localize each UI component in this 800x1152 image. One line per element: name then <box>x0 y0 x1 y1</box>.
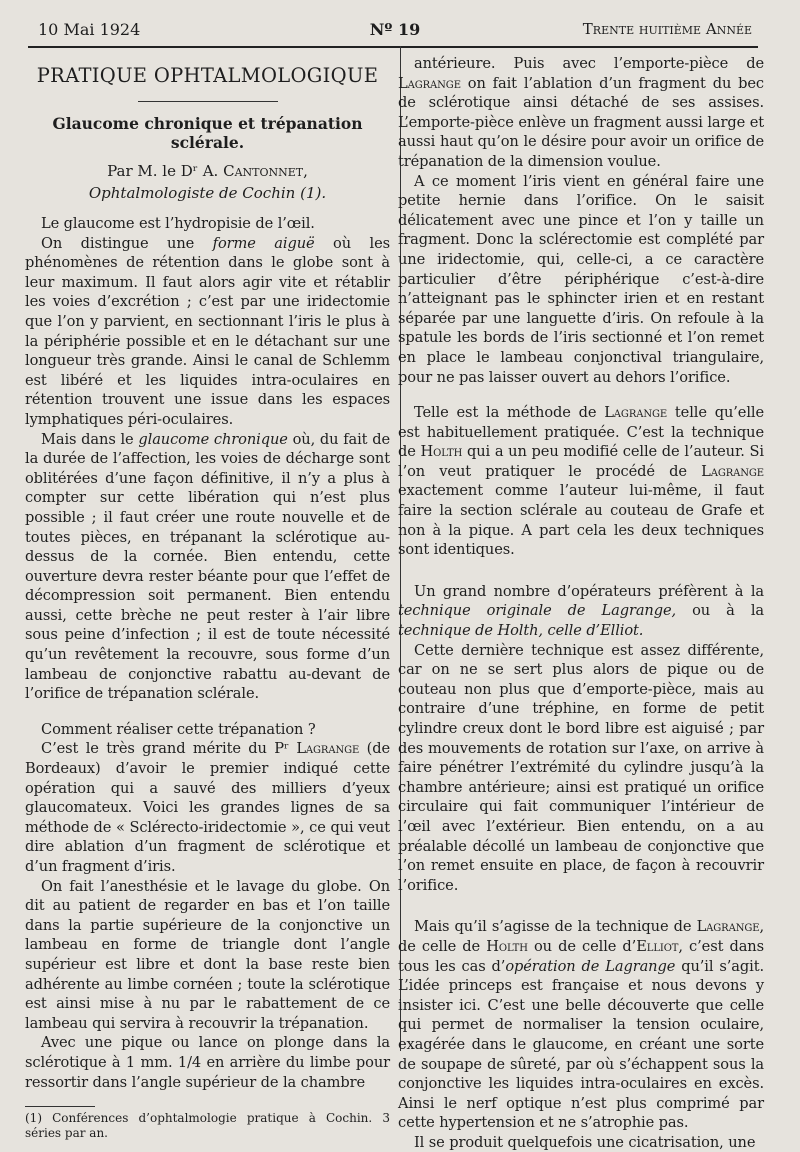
italic-term: glaucome chronique <box>138 430 288 448</box>
left-paragraph-3: Mais dans le glaucome chronique où, du fait de la durée de l’affection, les voies de décharge sont oblitérées d’une façon définitive, il n’y a plus à compter sur cette libération qui n’est plus possible ; il faut créer une route nouvelle et de toutes pièces, en trépanant la sclérotique au-dessus de la cornée. Bien entendu, cette ouverture devra rester béante pour que l’effet de décompression soit permanent. Bien entendu aussi, cette brèche ne peut rester à l’air libre sous peine d’infection ; il est de toute nécessité qu’un revêtement la recouvre, sous forme d’un lambeau de conjonctive rabattu au-devant de l’orifice de trépanation sclérale. <box>25 430 390 703</box>
left-paragraph-5: C’est le très grand mérite du Pʳ Lagrange (de Bordeaux) d’avoir le premier indiqué cette opération qui a sauvé des milliers d’yeux glaucomateux. Voici les grandes lignes de sa méthode de « Sclérecto-iridectomie », ce qui veut dire ablation d’un fragment de sclérotique et d’un fragment d’iris. <box>25 740 390 875</box>
right-paragraph-2: A ce moment l’iris vient en général faire une petite hernie dans l’orifice. On le saisit délicatement avec une pince et l’on y taille un fragment. Donc la sclérectomie est complété par une iridectomie, qui, celle-ci, a ce caractère particulier d’être périphérique c’est-à-dire n’atteignant pas le sphincter irien et en restant séparée par une languette d’iris. On refoule à la spatule les bords de l’iris sectionné et l’on remet en place le lambeau conjonctival triangulaire, pour ne pas laisser ouvert au dehors l’orifice. <box>398 172 764 386</box>
surname-smallcaps: Lagrange <box>296 740 360 758</box>
issue-date: 10 Mai 1924 <box>38 20 141 39</box>
right-paragraph-6: Mais qu’il s’agisse de la technique de Lagrange, de celle de Holth ou de celle d’Elliot, c’est dans tous les cas d’opération de Lagrange qu’il s’agit. L’idée princeps est française et nous devons y insister ici. C’est une belle découverte que celle qui permet de normaliser la tension oculaire, exagérée dans le glaucome, en créant une sorte de soupape de sûreté, par où s’échappent sous la conjonctive les liquides intra-oculaires en excès. Ainsi le nerf optique n’est plus comprimé par cette hypertension et ne s’atrophie pas. <box>398 918 765 1132</box>
italic-term: forme aiguë <box>212 234 315 252</box>
left-paragraph-7: Avec une pique ou lance on plonge dans la sclérotique à 1 mm. 1/4 en arrière du limbe pour ressortir dans l’angle supérieur de la chambre <box>25 1034 390 1091</box>
left-paragraph-2: On distingue une forme aiguë où les phénomènes de rétention dans le globe sont à leur maximum. Il faut alors agir vite et rétablir les voies d’excrétion ; c’est par une iridectomie que l’on y parvient, en sectionnant l’iris le plus à la périphérie possible et en le détachant sur une longueur très grande. Ainsi le canal de Schlemm est libéré et les liquides intra-oculaires en rétention trouvent une issue dans les espaces lymphatiques péri-oculaires. <box>25 234 390 428</box>
surname-smallcaps: Elliot <box>636 937 679 955</box>
right-paragraph-5: Cette dernière technique est assez différente, car on ne se sert plus alors de pique ou de couteau non plus que d’emporte-pièce, mais au contraire d’une tréphine, en forme de petit cylindre creux dont le bord libre est aiguisé ; par des mouvements de rotation sur l’axe, on arrive à faire pénétrer l’extrémité du cylindre jusqu’à la chambre antérieure; ainsi est pratiqué un orifice circulaire qui fait communiquer l’intérieur de l’œil avec l’extérieur. Bien entendu, on a au préalable décollé un lambeau de conjonctive que l’on remet ensuite en place, de façon à recouvrir l’orifice. <box>398 641 764 894</box>
author-name: Cantonnet, <box>223 162 308 180</box>
right-paragraph-7: Il se produit quelquefois une cicatrisation, une <box>414 1133 756 1151</box>
byline-prefix: Par M. le Dʳ A. <box>107 162 219 180</box>
left-paragraph-4: Comment réaliser cette trépanation ? <box>41 720 316 738</box>
footnote-rule <box>25 1106 95 1107</box>
volume-year: Trente huitième Année <box>582 20 752 38</box>
header-rule <box>28 46 758 48</box>
footnote: (1) Conférences d’ophtalmologie pratique à Cochin. 3 séries par an. <box>25 1111 390 1141</box>
right-paragraph-4: Un grand nombre d’opérateurs préfèrent à la technique originale de Lagrange, ou à la technique de Holth, celle d’Elliot. <box>398 582 765 640</box>
italic-term: technique de Holth, celle d’Elliot. <box>398 622 644 640</box>
surname-smallcaps: Holth <box>486 937 528 955</box>
surname-smallcaps: Lagrange <box>398 74 461 92</box>
section-rule <box>138 101 278 102</box>
article-title: Glaucome chronique et trépanation sclérale. <box>52 114 363 152</box>
italic-term: opération de Lagrange <box>505 957 676 975</box>
right-column <box>398 54 765 1151</box>
italic-term: technique originale de Lagrange, <box>398 602 677 620</box>
byline <box>25 160 390 182</box>
surname-smallcaps: Lagrange <box>604 404 668 422</box>
surname-smallcaps: Lagrange <box>701 462 764 480</box>
left-paragraph-6: On fait l’anesthésie et le lavage du globe. On dit au patient de regarder en bas et l’on taille dans la partie supérieure de la conjonctive un lambeau en forme de triangle dont l’angle supérieur est libre et dont la base reste bien adhérente au limbe cornéen ; toute la sclérotique est ainsi mise à nu par le rabattement de ce lambeau qui servira à recouvrir la trépanation. <box>25 877 390 1032</box>
surname-smallcaps: Lagrange <box>696 918 760 936</box>
left-column <box>25 54 390 1141</box>
right-paragraph-1: antérieure. Puis avec l’emporte-pièce de Lagrange on fait l’ablation d’un fragment du bec de sclérotique ainsi détaché de ses assises. L’emporte-pièce enlève un fragment aussi large et aussi haut qu’on le désire pour avoir un orifice de trépanation de la dimension voulue. <box>398 55 764 170</box>
issue-number: Nº 19 <box>369 20 421 39</box>
running-header <box>38 20 752 44</box>
section-title: PRATIQUE OPHTALMOLOGIQUE <box>36 64 379 87</box>
surname-smallcaps: Holth <box>420 443 463 461</box>
author-credit: Ophtalmologiste de Cochin (1). <box>88 184 327 202</box>
right-paragraph-3: Telle est la méthode de Lagrange telle qu’elle est habituellement pratiquée. C’est la technique de Holth qui a un peu modifié celle de l’auteur. Si l’on veut pratiquer le procédé de Lagrange exactement comme l’auteur lui-même, il faut faire la section sclérale au couteau de Grafe et non à la pique. A part cela les deux techniques sont identiques. <box>398 404 764 559</box>
left-paragraph-1: Le glaucome est l’hydropisie de l’œil. <box>41 215 315 232</box>
